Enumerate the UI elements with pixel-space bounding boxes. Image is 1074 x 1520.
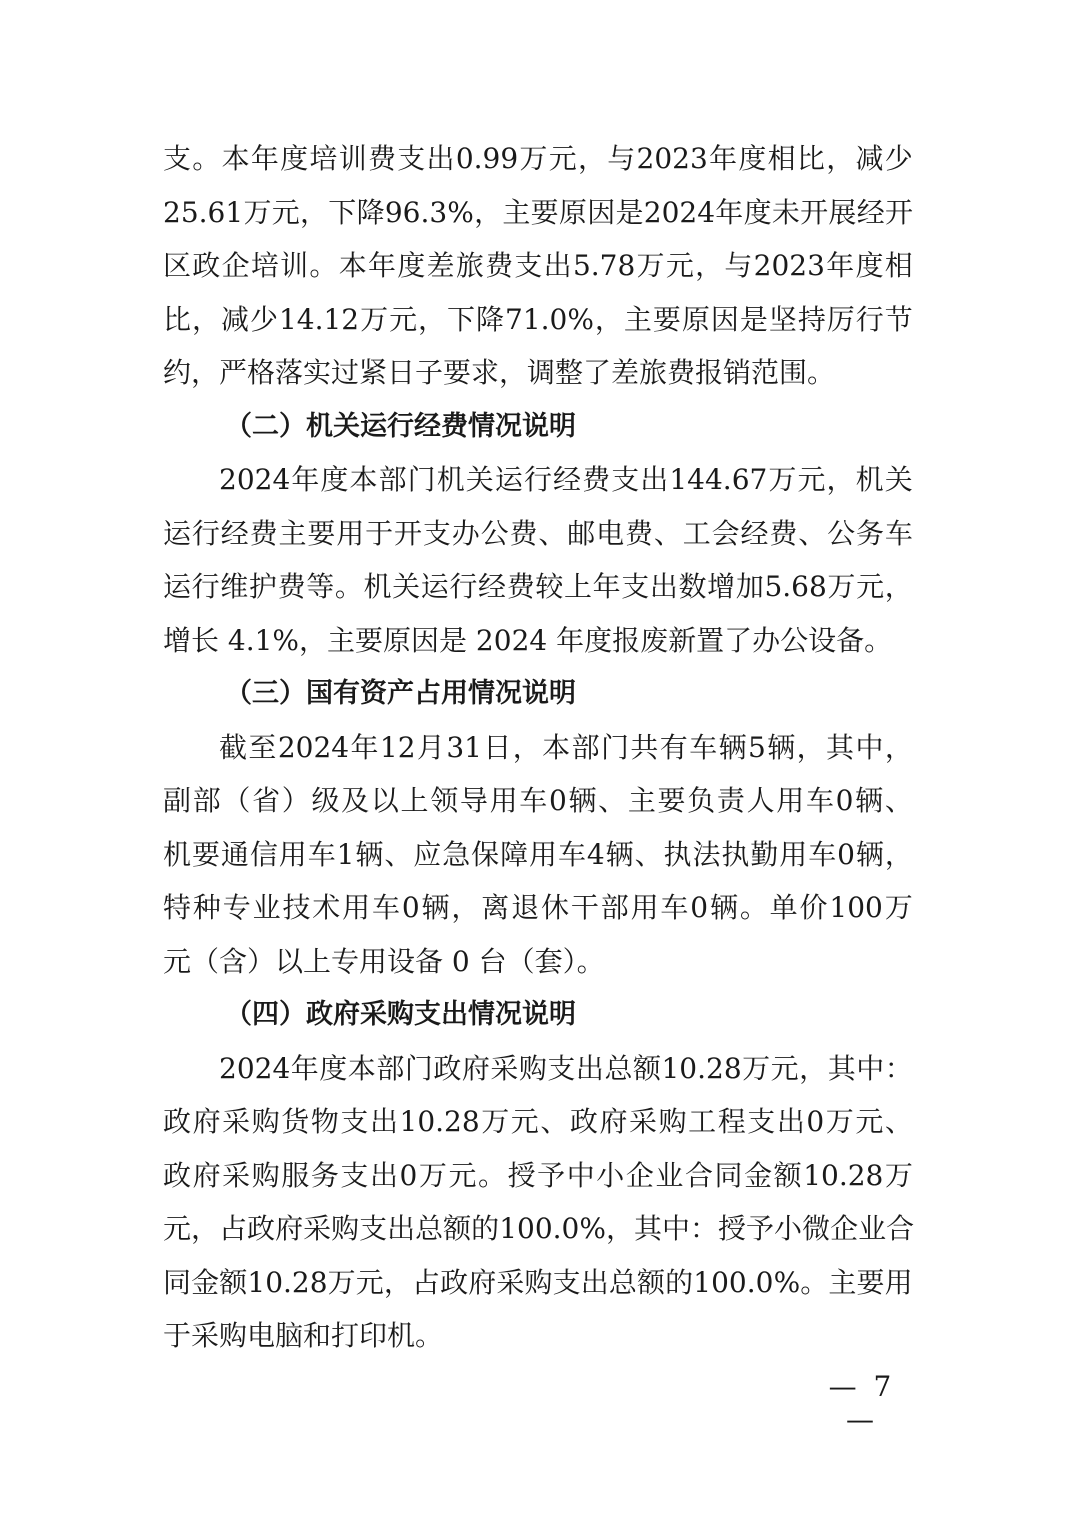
text-line: 机 要 通 信 用 车 1 辆 、 应 急 保 障 用 车 4 辆 、 执 法 执 勤 用 车 0 辆 ，: [163, 837, 913, 871]
text-line: 比 ， 减 少 14.12 万 元 ， 下 降 71.0% ， 主 要 原 因 是 坚 持 厉 行 节: [163, 302, 913, 336]
text-line: 副 部 （ 省 ） 级 及 以 上 领 导 用 车 0 辆 、 主 要 负 责 人 用 车 0 辆 、: [163, 784, 913, 817]
text-line: 政 府 采 购 货 物 支 出 10.28 万 元 、 政 府 采 购 工 程 支 出 0 万 元 、: [163, 1105, 913, 1138]
text-line: 截 至 2024 年 12 月 31 日 ， 本 部 门 共 有 车 辆 5 辆 ， 其 中 ，: [219, 730, 913, 764]
text-line: 25.61 万 元 ， 下 降 96.3% ， 主 要 原 因 是 2024 年 度 未 开 展 经 开: [163, 195, 913, 229]
page-number: — 7 —: [828, 1370, 896, 1436]
section-heading: （三）国有资产占用情况说明: [225, 678, 576, 709]
text-line: 区 政 企 培 训 。 本 年 度 差 旅 费 支 出 5.78 万 元 ， 与 2023 年 度 相: [163, 249, 913, 282]
text-line: 支 。 本 年 度 培 训 费 支 出 0.99 万 元 ， 与 2023 年 度 相 比 ， 减 少: [163, 142, 913, 175]
text-line: 元 ， 占 政 府 采 购 支 出 总 额 的 100.0% ， 其 中 ： 授 予 小 微 企 业 合: [163, 1212, 915, 1245]
text-line: 同 金 额 10.28 万 元 ， 占 政 府 采 购 支 出 总 额 的 100.0 % 。 主 要 用: [163, 1265, 913, 1299]
text-line: 增长 4.1%，主要原因是 2024 年度报废新置了办公设备。: [163, 623, 893, 657]
text-line: 运 行 经 费 主 要 用 于 开 支 办 公 费 、 邮 电 费 、 工 会 经 费 、 公 务 车: [163, 516, 913, 550]
text-line: 特 种 专 业 技 术 用 车 0 辆 ， 离 退 休 干 部 用 车 0 辆 。 单 价 100 万: [163, 891, 913, 924]
text-line: 约，严格落实过紧日子要求，调整了差旅费报销范围。: [163, 356, 836, 389]
document-body: [163, 132, 913, 1363]
text-line: 于采购电脑和打印机。: [163, 1319, 444, 1352]
section-heading: （四）政府采购支出情况说明: [225, 999, 576, 1030]
text-line: 运 行 维 护 费 等 。 机 关 运 行 经 费 较 上 年 支 出 数 增 加 5.68 万 元 ，: [163, 570, 913, 603]
text-line: 2024 年 度 本 部 门 政 府 采 购 支 出 总 额 10.28 万 元 ， 其 中 ：: [219, 1051, 913, 1085]
text-line: 2024 年 度 本 部 门 机 关 运 行 经 费 支 出 144.67 万 元 ， 机 关: [219, 463, 913, 496]
section-heading: （二）机关运行经费情况说明: [225, 410, 576, 442]
text-line: 元（含）以上专用设备 0 台（套）。: [163, 944, 605, 978]
text-line: 政 府 采 购 服 务 支 出 0 万 元 。 授 予 中 小 企 业 合 同 金 额 10.28 万: [163, 1158, 913, 1192]
